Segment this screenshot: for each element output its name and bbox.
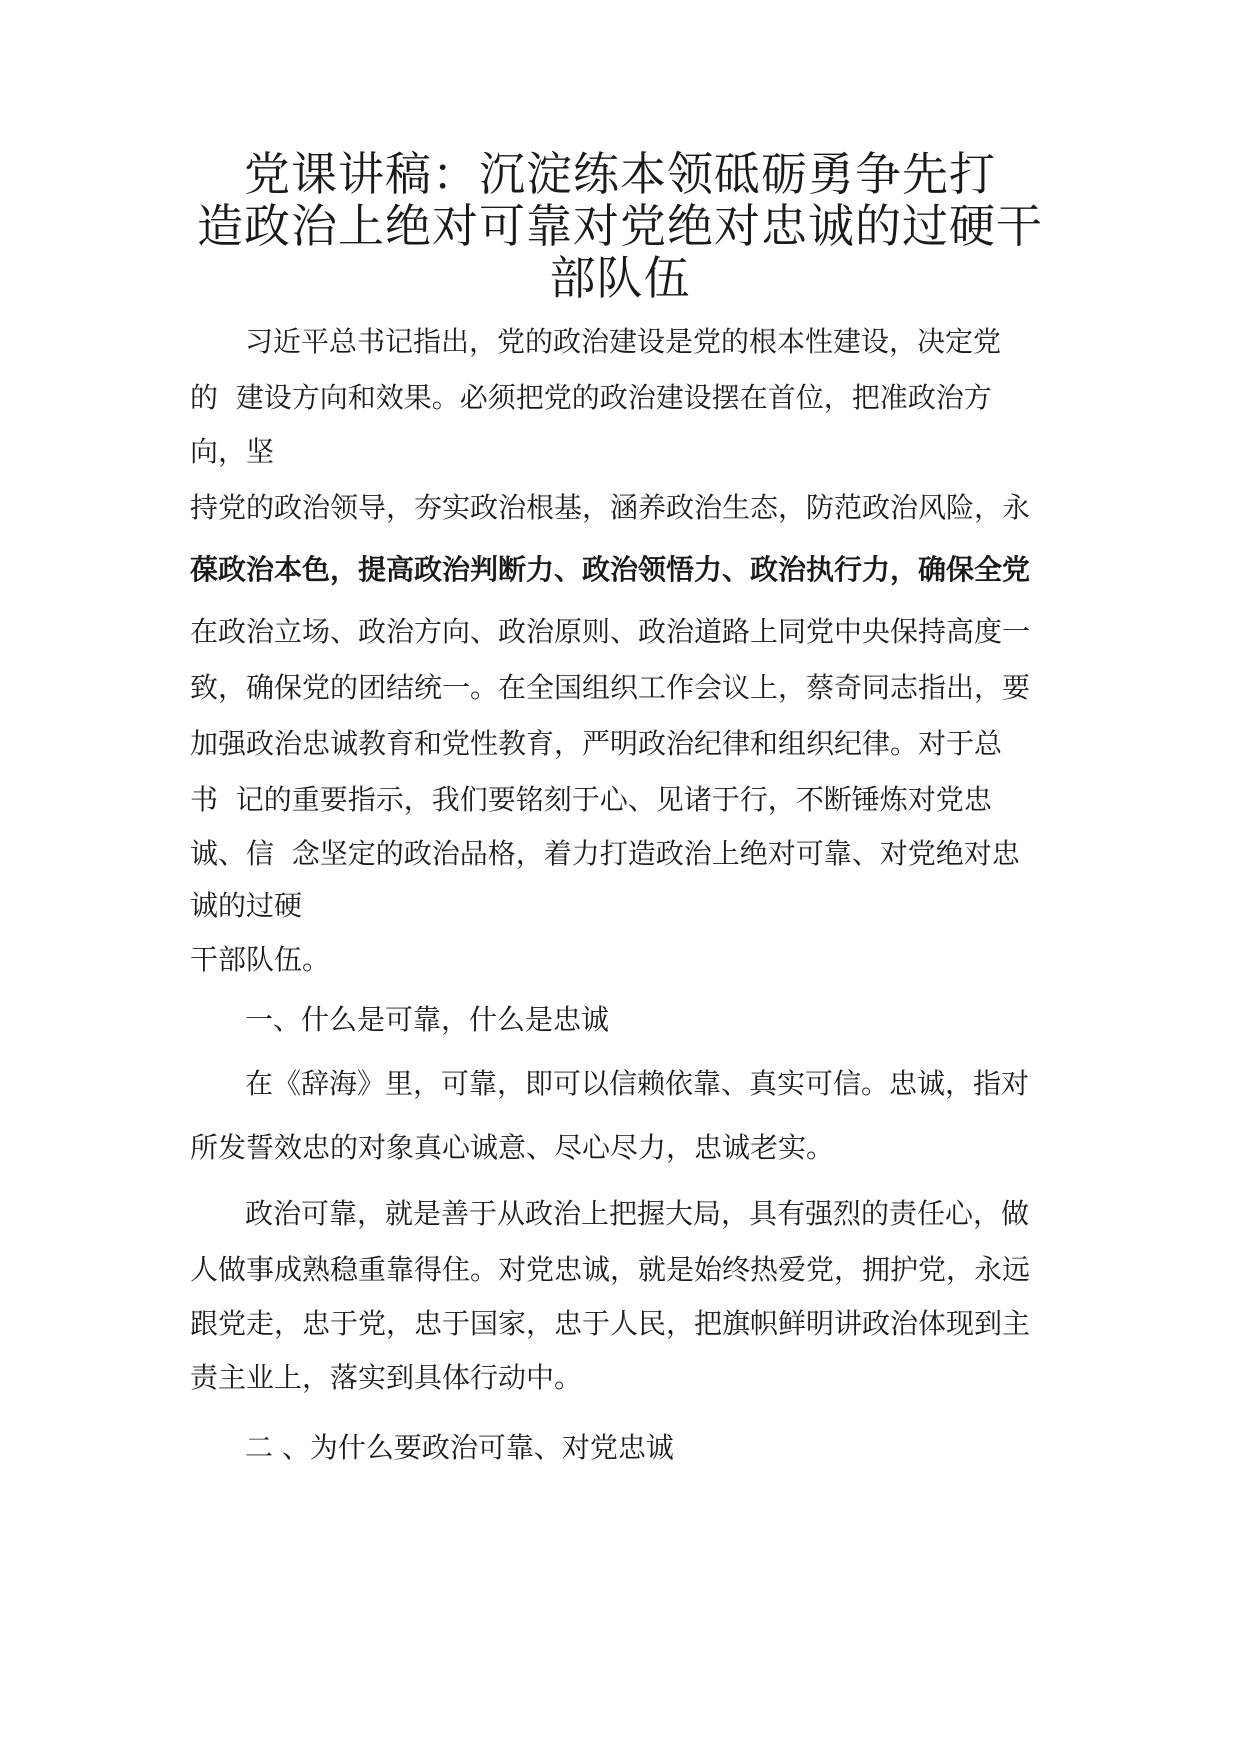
body-line: 跟党走，忠于党，忠于国家，忠于人民，把旗帜鲜明讲政治体现到主 [190,1307,1031,1340]
body-line: 人做事成熟稳重靠得住。对党忠诚，就是始终热爱党，拥护党，永远 [190,1253,1031,1286]
body-line: 政治可靠，就是善于从政治上把握大局，具有强烈的责任心，做 [245,1197,1030,1230]
body-line: 持党的政治领导，夯实政治根基，涵养政治生态，防范政治风险，永 [190,491,1031,524]
section-heading-2: 二 、为什么要政治可靠、对党忠诚 [245,1431,674,1464]
body-line-bold: 葆政治本色，提高政治判断力、政治领悟力、政治执行力，确保全党 [190,553,1031,586]
body-line: 在政治立场、政治方向、政治原则、政治道路上同党中央保持高度一 [190,615,1031,648]
body-line: 致，确保党的团结统一。在全国组织工作会议上，蔡奇同志指出，要 [190,671,1031,704]
body-line: 的 建设方向和效果。必须把党的政治建设摆在首位，把准政治方 [190,381,992,414]
body-line: 在《辞海》里，可靠，即可以信赖依靠、真实可信。忠诚，指对 [245,1067,1030,1100]
body-line: 加强政治忠诚教育和党性教育，严明政治纪律和组织纪律。对于总 [190,727,1003,760]
title-line-1: 党课讲稿：沉淀练本领砥砺勇争先打 [244,147,996,201]
body-line: 干部队伍。 [190,943,331,976]
body-line: 书 记的重要指示，我们要铭刻于心、见诸于行，不断锤炼对党忠 [190,783,992,816]
body-line: 诚的过硬 [190,889,303,922]
body-line: 所发誓效忠的对象真心诚意、尽心尽力，忠诚老实。 [190,1131,835,1164]
section-heading-1: 一、什么是可靠，什么是忠诚 [245,1003,610,1036]
title-line-2: 造政治上绝对可靠对党绝对忠诚的过硬干 [197,199,1043,253]
body-line: 责主业上，落实到具体行动中。 [190,1361,583,1394]
title-line-3: 部队伍 [549,251,691,305]
body-line: 习近平总书记指出，党的政治建设是党的根本性建设，决定党 [245,325,1002,358]
body-line: 向，坚 [190,435,275,468]
body-line: 诚、信 念坚定的政治品格，着力打造政治上绝对可靠、对党绝对忠 [190,837,1020,870]
